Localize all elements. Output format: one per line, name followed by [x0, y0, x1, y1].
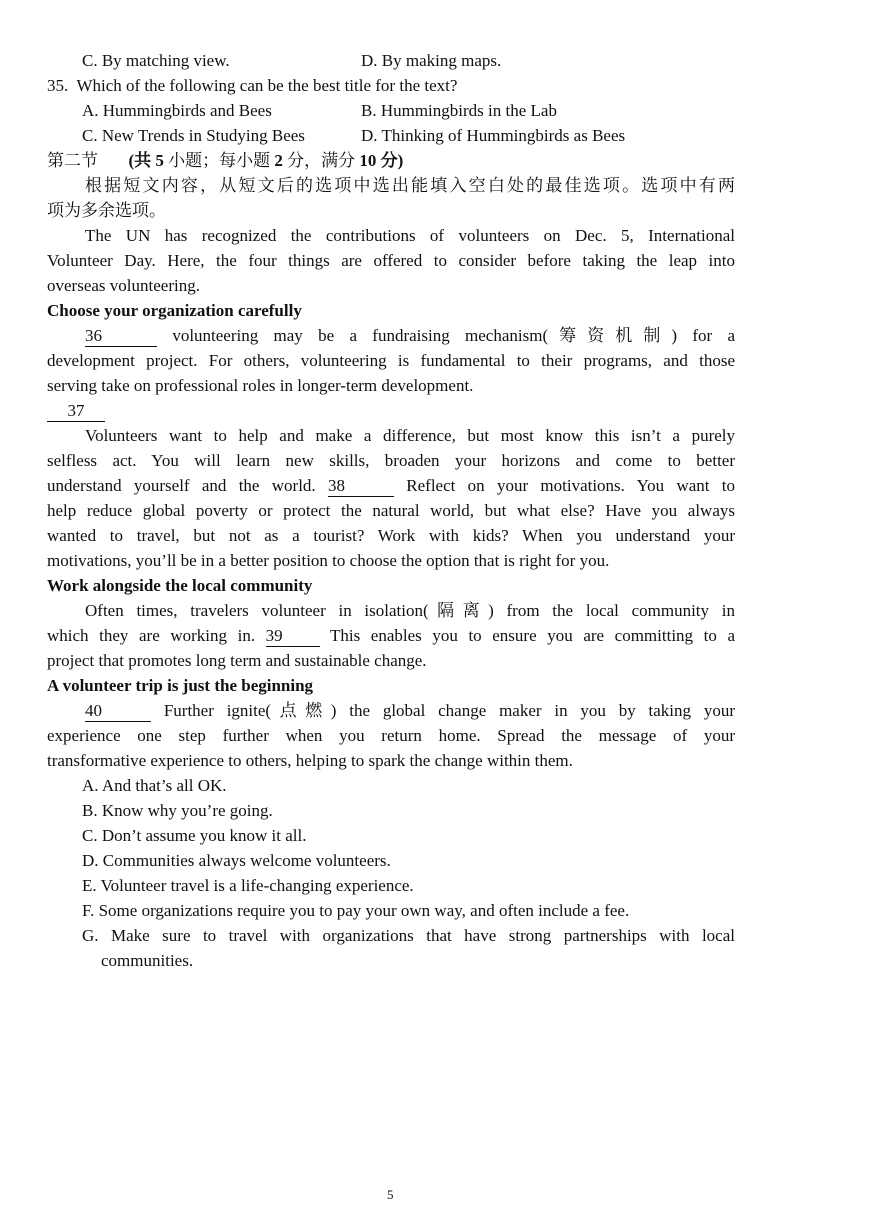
option-g-line-2: communities. — [101, 951, 194, 970]
section-note-open: (共 — [128, 151, 152, 170]
section-instruction-line-2: 项为多余选项。 — [47, 201, 166, 220]
blank-36[interactable]: 36 — [85, 326, 157, 347]
q35-option-c: C. New Trends in Studying Bees — [82, 126, 305, 145]
p2-line-3 — [47, 473, 735, 498]
q34-option-d: D. By making maps. — [361, 51, 502, 70]
p2-line-6: motivations, you’ll be in a better position to choose the option that is right for you. — [47, 551, 610, 570]
option-c: C. Don’t assume you know it all. — [82, 826, 307, 845]
p4-line-1 — [85, 698, 735, 723]
p2-line-2: selfless act. You will learn new skills, broaden your horizons and come to better — [47, 451, 735, 470]
blank-38[interactable]: 38 — [328, 476, 394, 497]
p3-line-1: Often times, travelers volunteer in isolation(隔离) from the local community in — [85, 601, 735, 620]
p3-line-3: project that promotes long term and sustainable change. — [47, 651, 427, 670]
heading-trip-beginning: A volunteer trip is just the beginning — [47, 676, 314, 695]
intro-line-3: overseas volunteering. — [47, 276, 200, 295]
heading-37 — [47, 398, 105, 423]
p4-line-1-text: Further ignite(点燃) the global change maker in you by taking your — [163, 701, 735, 720]
option-a: A. And that’s all OK. — [82, 776, 227, 795]
heading-local-community: Work alongside the local community — [47, 576, 313, 595]
section-heading — [47, 148, 403, 173]
intro-line-2: Volunteer Day. Here, the four things are offered to consider before taking the leap into — [47, 251, 735, 270]
p2-line-3-post: Reflect on your motivations. You want to — [406, 476, 736, 495]
heading-choose-organization: Choose your organization carefully — [47, 301, 302, 320]
section-note-total-points: 10 — [359, 151, 377, 170]
q35-option-a: A. Hummingbirds and Bees — [82, 101, 272, 120]
p1-line-3: serving take on professional roles in longer-term development. — [47, 376, 474, 395]
p1-line-1-text: volunteering may be a fundraising mechanism(筹资机制) for a — [172, 326, 736, 345]
section-note-total: 分，满分 — [287, 151, 356, 170]
p2-line-5: wanted to travel, but not as a tourist? Work with kids? When you understand your — [47, 526, 735, 545]
option-e: E. Volunteer travel is a life-changing experience. — [82, 876, 414, 895]
p2-line-3-pre: understand yourself and the world. — [47, 476, 316, 495]
section-note-each: 小题；每小题 — [168, 151, 271, 170]
section-note-close: 分) — [380, 151, 404, 170]
page-number: 5 — [387, 1187, 394, 1202]
p3-line-2-pre: which they are working in. — [47, 626, 256, 645]
option-g-line-1: G. Make sure to travel with organizations that have strong partnerships with local — [82, 926, 735, 945]
option-f: F. Some organizations require you to pay your own way, and often include a fee. — [82, 901, 630, 920]
p4-line-2: experience one step further when you return home. Spread the message of your — [47, 726, 735, 745]
q35-option-d: D. Thinking of Hummingbirds as Bees — [361, 126, 626, 145]
p3-line-2-post: This enables you to ensure you are committing to a — [329, 626, 735, 645]
p2-line-4: help reduce global poverty or protect the natural world, but what else? Have you always — [47, 501, 735, 520]
p3-line-2 — [47, 623, 735, 648]
section-instruction-line-1: 根据短文内容，从短文后的选项中选出能填入空白处的最佳选项。选项中有两 — [85, 176, 735, 195]
blank-37[interactable]: 37 — [47, 401, 105, 422]
blank-40[interactable]: 40 — [85, 701, 151, 722]
section-note-points: 2 — [274, 151, 283, 170]
option-d: D. Communities always welcome volunteers. — [82, 851, 391, 870]
p2-line-1: Volunteers want to help and make a difference, but most know this isn’t a purely — [85, 426, 735, 445]
blank-39[interactable]: 39 — [266, 626, 320, 647]
p1-line-2: development project. For others, volunteering is fundamental to their programs, and those — [47, 351, 735, 370]
q35-option-b: B. Hummingbirds in the Lab — [361, 101, 557, 120]
option-b: B. Know why you’re going. — [82, 801, 273, 820]
q34-option-c: C. By matching view. — [82, 51, 230, 70]
q35-stem: 35. Which of the following can be the best title for the text? — [47, 76, 458, 95]
section-note-count: 5 — [155, 151, 164, 170]
section-title: 第二节 — [47, 151, 98, 170]
p4-line-3: transformative experience to others, helping to spark the change within them. — [47, 751, 573, 770]
intro-line-1: The UN has recognized the contributions of volunteers on Dec. 5, International — [85, 226, 735, 245]
p1-line-1 — [85, 323, 735, 348]
